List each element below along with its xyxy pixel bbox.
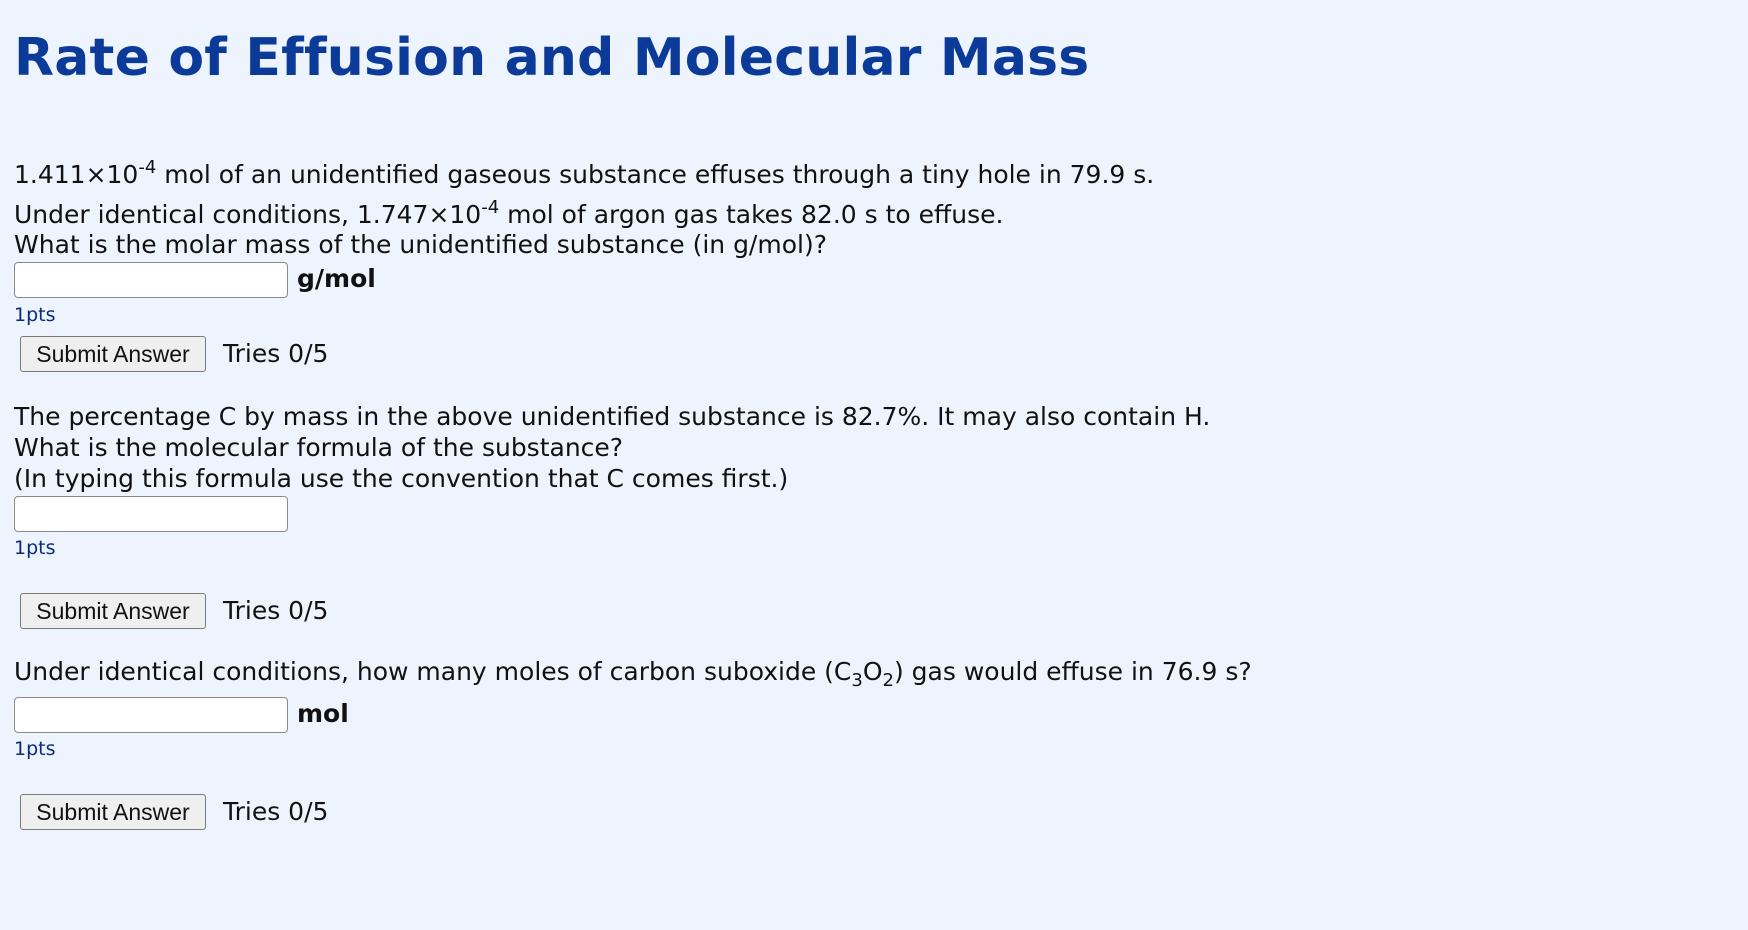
q3-text-pre: Under identical conditions, how many moles of carbon suboxide (C: [14, 657, 852, 686]
q3-subscript-oxygen: 2: [882, 670, 894, 691]
q2-question: What is the molecular formula of the substance?: [14, 433, 624, 462]
q1-statement-line2: [14, 197, 1004, 230]
q1-question: What is the molar mass of the unidentified substance (in g/mol)?: [14, 230, 827, 259]
q3-text-mid: O: [862, 657, 883, 686]
q1-line1-rest: mol of an unidentified gaseous substance effuses through a tiny hole in 79.9 s.: [156, 160, 1155, 189]
q1-points: 1pts: [14, 304, 56, 326]
q1-unit-label: g/mol: [297, 264, 376, 293]
q1-line1-coef: 1.411×10: [14, 160, 139, 189]
page-title: Rate of Effusion and Molecular Mass: [14, 28, 1090, 88]
q3-tries: Tries 0/5: [223, 797, 329, 826]
q1-submit-button[interactable]: Submit Answer: [20, 336, 206, 372]
q2-submit-button[interactable]: Submit Answer: [20, 593, 206, 629]
q3-submit-button[interactable]: Submit Answer: [20, 794, 206, 830]
q3-points: 1pts: [14, 738, 56, 760]
q1-statement-line1: [14, 157, 1155, 190]
q1-answer-input[interactable]: [14, 262, 288, 298]
q2-points: 1pts: [14, 537, 56, 559]
q3-unit-label: mol: [297, 699, 349, 728]
q1-line1-exponent: -4: [138, 157, 157, 178]
q3-text-post: ) gas would effuse in 76.9 s?: [893, 657, 1252, 686]
q1-tries: Tries 0/5: [223, 339, 329, 368]
q1-line2-rest: mol of argon gas takes 82.0 s to effuse.: [499, 200, 1004, 229]
q3-subscript-carbon: 3: [851, 670, 863, 691]
q2-statement-line1: The percentage C by mass in the above unidentified substance is 82.7%. It may also contain H.: [14, 402, 1211, 431]
q3-question: [14, 657, 1252, 691]
q1-line2-pre: Under identical conditions, 1.747×10: [14, 200, 482, 229]
q2-answer-input[interactable]: [14, 496, 288, 532]
q3-answer-input[interactable]: [14, 697, 288, 733]
q2-instruction: (In typing this formula use the convention that C comes first.): [14, 464, 789, 493]
q1-line2-exponent: -4: [481, 197, 500, 218]
q2-tries: Tries 0/5: [223, 596, 329, 625]
